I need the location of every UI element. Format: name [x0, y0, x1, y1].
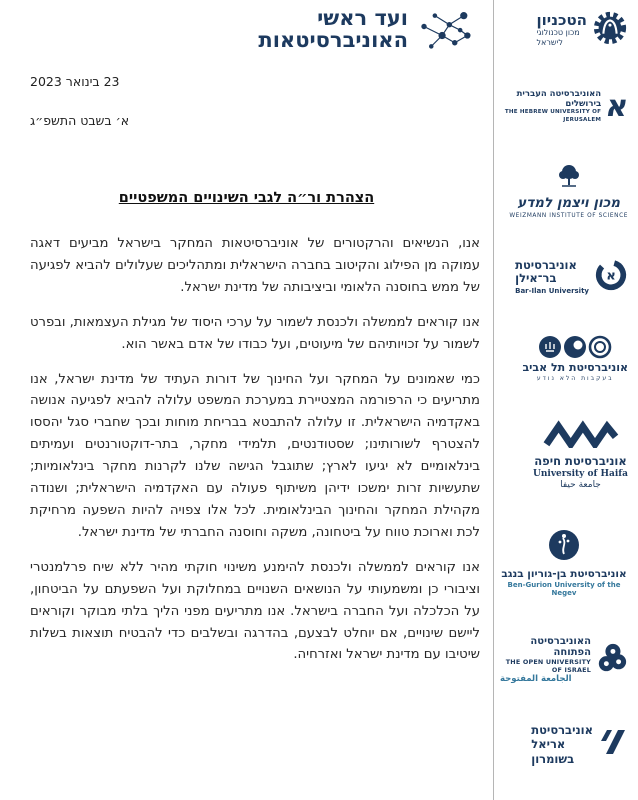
date-block — [30, 74, 250, 128]
paragraph-concern: אנו, הנשיאים והרקטורים של אוניברסיטאות המחקר בישראל מביעים דאגה עמוקה מן הפילוג והקיטוב בחברה הישראלית ומתהליכים שעלולים להביא לפגיעה של ממש בחוסנה הלאומי וביציבותה של מדינת ישראל. — [30, 236, 480, 295]
logo-ariel — [531, 723, 628, 766]
ariel-name-line2: אריאל — [531, 737, 566, 752]
paragraph-call-to-government: אנו קוראים לממשלה ולכנסת להימנע משינוי חוקתי מהיר ללא שיח פרלמנטרי וציבורי כן ומשמעותי על הנושאים השנויים במחלוקת ועל השפעתם על הביטחון, על הכלכלה ועל החברה בישראל. אנו מתריעים מפני הליך בלתי מבוקר וקוראים ליישם שינויים, אם יוחלט לבצעם, בהדרגה ובשלבים כדי להבטיח תוצאות בשלות שיטיבו עם מדינת ישראל ואזרחיה. — [30, 559, 480, 663]
letter-body — [30, 233, 480, 666]
weizmann-name-en: WEIZMANN INSTITUTE OF SCIENCE — [509, 213, 628, 220]
tel-aviv-tagline: בעקבות הלא נודע — [536, 374, 614, 382]
ariel-name-line1: אוניברסיטת — [531, 722, 593, 737]
weizmann-tree-emblem-icon — [556, 163, 582, 193]
ben-gurion-sprout-icon — [548, 529, 580, 565]
logo-open-university — [500, 636, 628, 684]
hebrew-university-aleph-icon: א — [603, 88, 631, 124]
haifa-name: אוניברסיטת חיפה — [534, 454, 627, 469]
vera-org-name-line1: ועד ראשי — [317, 6, 408, 30]
open-university-trefoil-icon — [596, 642, 628, 678]
bar-ilan-circle-icon — [594, 258, 628, 296]
technion-name: הטכניון — [536, 10, 587, 29]
hebrew-university-name-en: THE HEBREW UNIVERSITY OF JERUSALEM — [504, 108, 602, 123]
date-hebrew: א׳ בשבט התשפ״ג — [30, 113, 130, 128]
technion-subtitle-line1: מכון טכנולוגי — [536, 27, 580, 37]
technion-gear-icon — [592, 10, 628, 50]
logo-hebrew-university — [500, 88, 631, 125]
ariel-slash-icon — [598, 727, 628, 761]
svg-text:א: א — [606, 268, 616, 284]
date-gregorian: 23 בינואר 2023 — [30, 74, 120, 89]
hebrew-university-name: האוניברסיטה העברית בירושלים — [516, 88, 602, 109]
logo-weizmann — [509, 163, 628, 219]
paragraph-declaration-values: אנו קוראים לממשלה ולכנסת לשמור על ערכי היסוד של מגילת העצמאות, ובפרט לשמור על זכויותיהם של מיעוטים, ועל כבודו של אדם באשר הוא. — [30, 314, 480, 352]
bar-ilan-name-line2: בר־אילן — [515, 271, 557, 286]
network-nodes-icon — [415, 8, 471, 58]
ben-gurion-name: אוניברסיטת בן-גוריון בנגב — [501, 568, 627, 581]
document-title: הצהרת ור״ה לגבי השינויים המשפטיים — [118, 190, 375, 206]
ariel-name-line3: בשומרון — [531, 751, 575, 766]
universities-logo-sidebar — [493, 0, 638, 800]
vera-header — [0, 8, 471, 58]
tel-aviv-name: אוניברסיטת תל אביב — [522, 360, 628, 374]
bar-ilan-name-line1: אוניברסיטת — [515, 257, 577, 272]
open-university-name: האוניברסיטה הפתוחה — [530, 636, 591, 659]
bar-ilan-name-en: Bar-Ilan University — [515, 287, 589, 296]
vera-org-name — [258, 8, 408, 52]
logo-bar-ilan — [515, 258, 628, 296]
weizmann-name: מכון ויצמן למדע — [517, 195, 621, 212]
haifa-mountains-icon — [541, 420, 621, 452]
logo-technion — [536, 10, 628, 50]
paragraph-academia-impact: כמי שאמונים על המחקר ועל החינוך של דורות העתיד של מדינת ישראל, אנו מתריעים כי הרפורמה המצטיירת במערכת המשפט עלולה להביא לפגיעה אנושה באקדמיה הישראלית. זו עלולה להתבטא בבריחת מוחות ובכך שחברי סגל יהססו להצטרף לשורותינו; שסטודנטים, תלמידי מחקר, בתר-דוקטורנטים ועמיתים בינלאומיים לא יגיעו לארץ; שתוגבל הגישה שלנו לקרנות מחקר בינלאומיות; שתעשיות זרות ימשכו ידיהן משיתוף פעולה עם האקדמיה הישראלית; ושנודה מקהילת המחקר והחינוך הבינלאומית. לכל אלו צפויה להיות השפעה מרחיקת לכת וארוכת טווח על ביטחונה, משקה וחוסנה החברתי של מדינת ישראל. — [30, 371, 480, 540]
ben-gurion-name-en: Ben-Gurion University of the Negev — [507, 581, 621, 598]
logo-ben-gurion — [500, 529, 628, 597]
logo-tel-aviv — [522, 335, 628, 382]
open-university-name-en: THE OPEN UNIVERSITY OF ISRAEL — [505, 658, 591, 675]
logo-haifa — [533, 420, 628, 490]
open-university-name-ar: الجامعة المفتوحة — [500, 674, 572, 685]
haifa-name-ar: جامعة حيفا — [560, 480, 601, 491]
tel-aviv-three-circles-icon — [538, 335, 612, 359]
technion-subtitle-line2: לישראל — [536, 37, 563, 47]
vera-org-name-line2: האוניברסיטאות — [258, 27, 408, 52]
haifa-name-en: University of Haifa — [533, 469, 628, 480]
